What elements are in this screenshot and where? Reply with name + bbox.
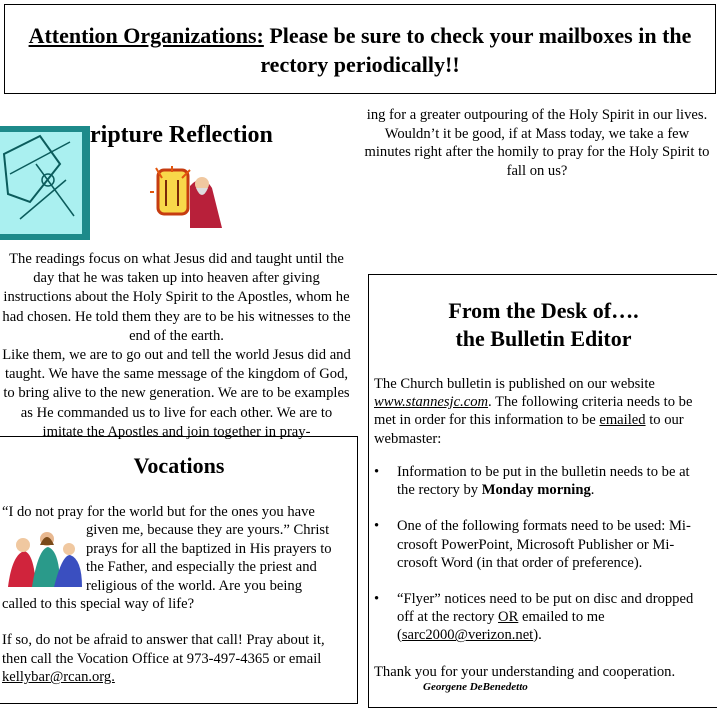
bulletin-editor-title [369, 297, 718, 353]
scripture-paragraph: Like them, we are to go out and tell the world Jesus did and taught. We have the same message of the kingdom of God, to bring alive to the new generation. We are to be examples as He commanded us to live for each other. We are to imitate the Apostles and join together in pray- [2, 347, 351, 440]
thanks-text: Thank you for your understanding and cooperation. [374, 664, 676, 680]
list-item [374, 463, 710, 499]
bullet-icon: • [374, 518, 380, 535]
scripture-reflection-title: ripture Reflection [90, 122, 273, 148]
item-text: . [590, 482, 595, 499]
tablets-clipart [150, 166, 230, 232]
scripture-continued-paragraph: Wouldn’t it be good, if at Mass today, we take a few minutes right after the homily to pray for the Holy Spirit to fall on us? [364, 125, 710, 179]
item-emphasis: Monday morning [481, 482, 591, 499]
vocations-answer [2, 631, 350, 686]
item-text: Information to be put in the bulletin needs to be at the rectory by [397, 464, 690, 499]
emailed-text: emailed [599, 412, 646, 429]
list-item [374, 590, 710, 645]
vocations-answer-text: If so, do not be afraid to answer that call! Pray about it, then call the Vocation Office at 973-497-4365 or email [2, 632, 325, 667]
scripture-continued-paragraph: ing for a greater outpouring of the Holy Spirit in our lives. [366, 107, 708, 123]
intro-text: The Church bulletin is published on our website [374, 376, 655, 392]
bullet-icon: • [374, 464, 380, 480]
item-text: ). [533, 627, 542, 644]
desk-title-line1: From the Desk of…. [448, 298, 639, 323]
scripture-clipart [0, 124, 96, 244]
vocations-quote-last: called to this special way of life? [2, 596, 195, 613]
bulletin-editor-intro [374, 375, 710, 448]
vocations-box [0, 436, 358, 704]
criteria-list [374, 463, 710, 663]
banner-lead: Attention Organizations: [28, 23, 264, 48]
vocations-quote-first: “I do not pray for the world but for the ones you have [2, 504, 315, 520]
item-text: emailed to me ( [397, 609, 605, 644]
desk-title-line2: the Bulletin Editor [455, 326, 632, 351]
attention-banner [4, 4, 716, 94]
vocations-quote-indented: given me, because they are yours.” Christ prays for all the baptized in His prayers to the Father, and especially the priest and religious of the world. Are you being [86, 522, 332, 594]
list-item [374, 517, 710, 572]
website-link[interactable]: www.stannesjc.com [374, 394, 489, 411]
intro-text: . The following criteria needs to be met in order for this information to be [374, 394, 693, 429]
editor-email-link[interactable]: sarc2000@verizon.net [401, 627, 534, 644]
item-text: One of the following formats need to be used: Mi-crosoft PowerPoint, Microsoft Publisher or Mi-crosoft Word (in that order of preference). [397, 518, 691, 571]
vocations-email-link[interactable]: kellybar@rcan.org. [2, 669, 115, 686]
vocations-title: Vocations [133, 453, 225, 478]
bulletin-editor-box [368, 274, 717, 708]
scripture-reflection-text [0, 250, 353, 442]
scripture-paragraph: The readings focus on what Jesus did and taught until the day that he was taken up into heaven after giving instructions about the Holy Spirit to the Apostles, whom he had chosen. He told them they are to be his witnesses to the end of the earth. [2, 251, 351, 344]
scripture-reflection-continued [362, 106, 712, 180]
item-or: OR [498, 609, 519, 626]
editor-signature: Georgene DeBenedetto [423, 681, 528, 693]
banner-text: Please be sure to check your mailboxes in the rectory periodically!! [260, 23, 692, 77]
vocations-body [2, 503, 350, 687]
intro-text: to our webmaster: [374, 412, 684, 447]
bullet-icon: • [374, 591, 380, 608]
item-text: “Flyer” notices need to be put on disc and dropped off at the rectory [397, 591, 694, 626]
